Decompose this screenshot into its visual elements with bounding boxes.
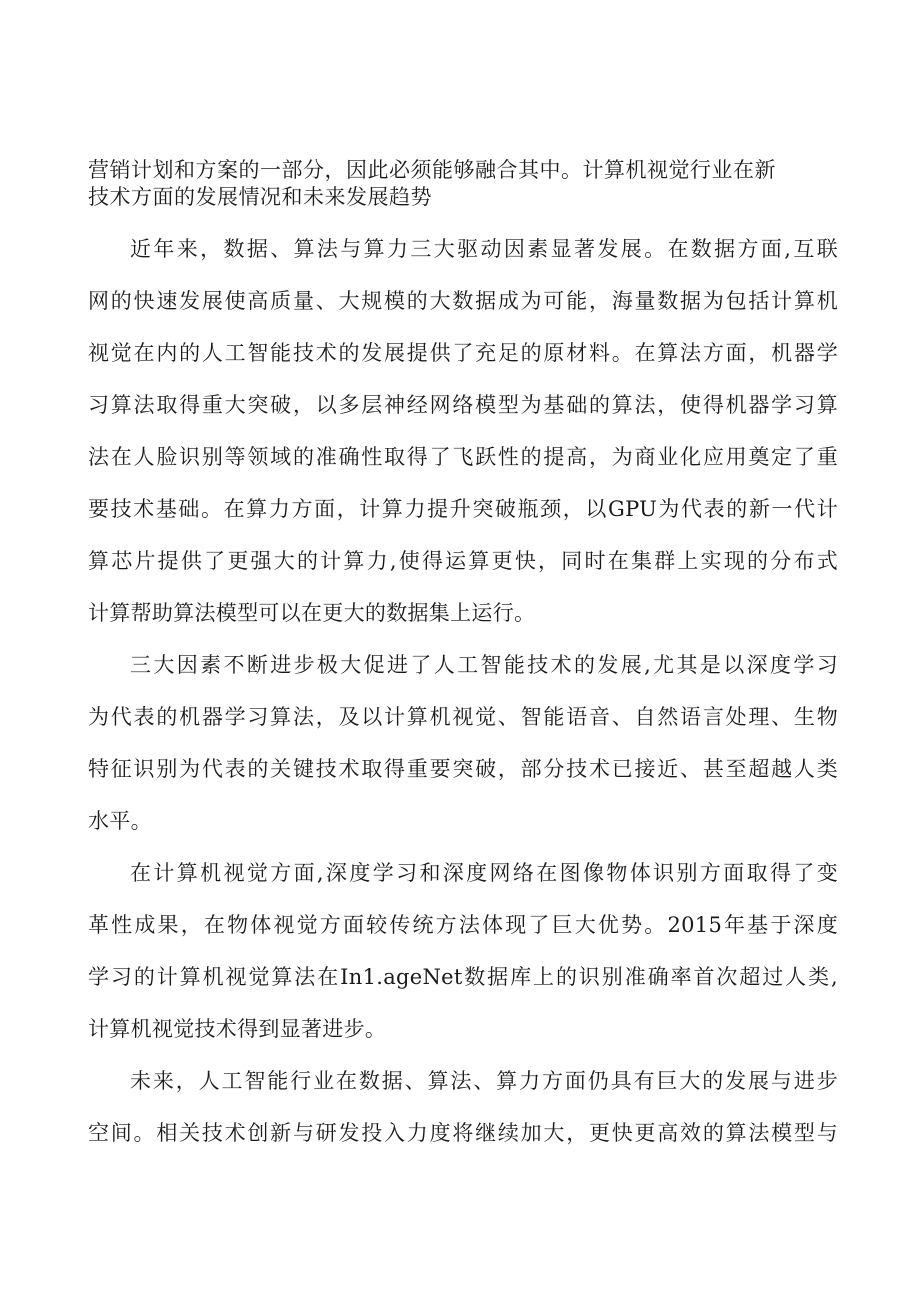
paragraph-line: 算芯片提供了更强大的计算力,使得运算更快，同时在集群上实现的分布式	[88, 549, 838, 573]
paragraph-line: 要技术基础。在算力方面，计算力提升突破瓶颈，以GPU为代表的新一代计	[88, 497, 838, 521]
document-page	[88, 0, 838, 1301]
paragraph-line: 视觉在内的人工智能技术的发展提供了充足的原材料。在算法方面，机器学	[88, 341, 838, 365]
paragraph-line: 在计算机视觉方面,深度学习和深度网络在图像物体识别方面取得了变	[130, 861, 838, 885]
heading-line: 营销计划和方案的一部分，因此必须能够融合其中。计算机视觉行业在新	[88, 158, 776, 182]
paragraph-line: 未来，人工智能行业在数据、算法、算力方面仍具有巨大的发展与进步	[130, 1069, 838, 1093]
paragraph-line: 计算帮助算法模型可以在更大的数据集上运行。	[88, 601, 536, 625]
paragraph-line: 三大因素不断进步极大促进了人工智能技术的发展,尤其是以深度学习	[130, 653, 838, 677]
paragraph-line: 学习的计算机视觉算法在In1.ageNet数据库上的识别准确率首次超过人类,	[88, 965, 838, 989]
paragraph-line: 为代表的机器学习算法，及以计算机视觉、智能语音、自然语言处理、生物	[88, 705, 838, 729]
paragraph-line: 法在人脸识别等领域的准确性取得了飞跃性的提高，为商业化应用奠定了重	[88, 445, 838, 469]
paragraph-line: 水平。	[88, 809, 152, 833]
paragraph-line: 网的快速发展使高质量、大规模的大数据成为可能，海量数据为包括计算机	[88, 289, 838, 313]
heading-line: 技术方面的发展情况和未来发展趋势	[88, 185, 432, 209]
paragraph-line: 特征识别为代表的关键技术取得重要突破，部分技术已接近、甚至超越人类	[88, 757, 838, 781]
paragraph-line: 习算法取得重大突破，以多层神经网络模型为基础的算法，使得机器学习算	[88, 393, 838, 417]
paragraph-line: 近年来，数据、算法与算力三大驱动因素显著发展。在数据方面,互联	[130, 237, 838, 261]
paragraph-line: 空间。相关技术创新与研发投入力度将继续加大，更快更高效的算法模型与	[88, 1121, 838, 1145]
paragraph-line: 革性成果，在物体视觉方面较传统方法体现了巨大优势。2015年基于深度	[88, 913, 838, 937]
paragraph-line: 计算机视觉技术得到显著进步。	[88, 1017, 387, 1041]
